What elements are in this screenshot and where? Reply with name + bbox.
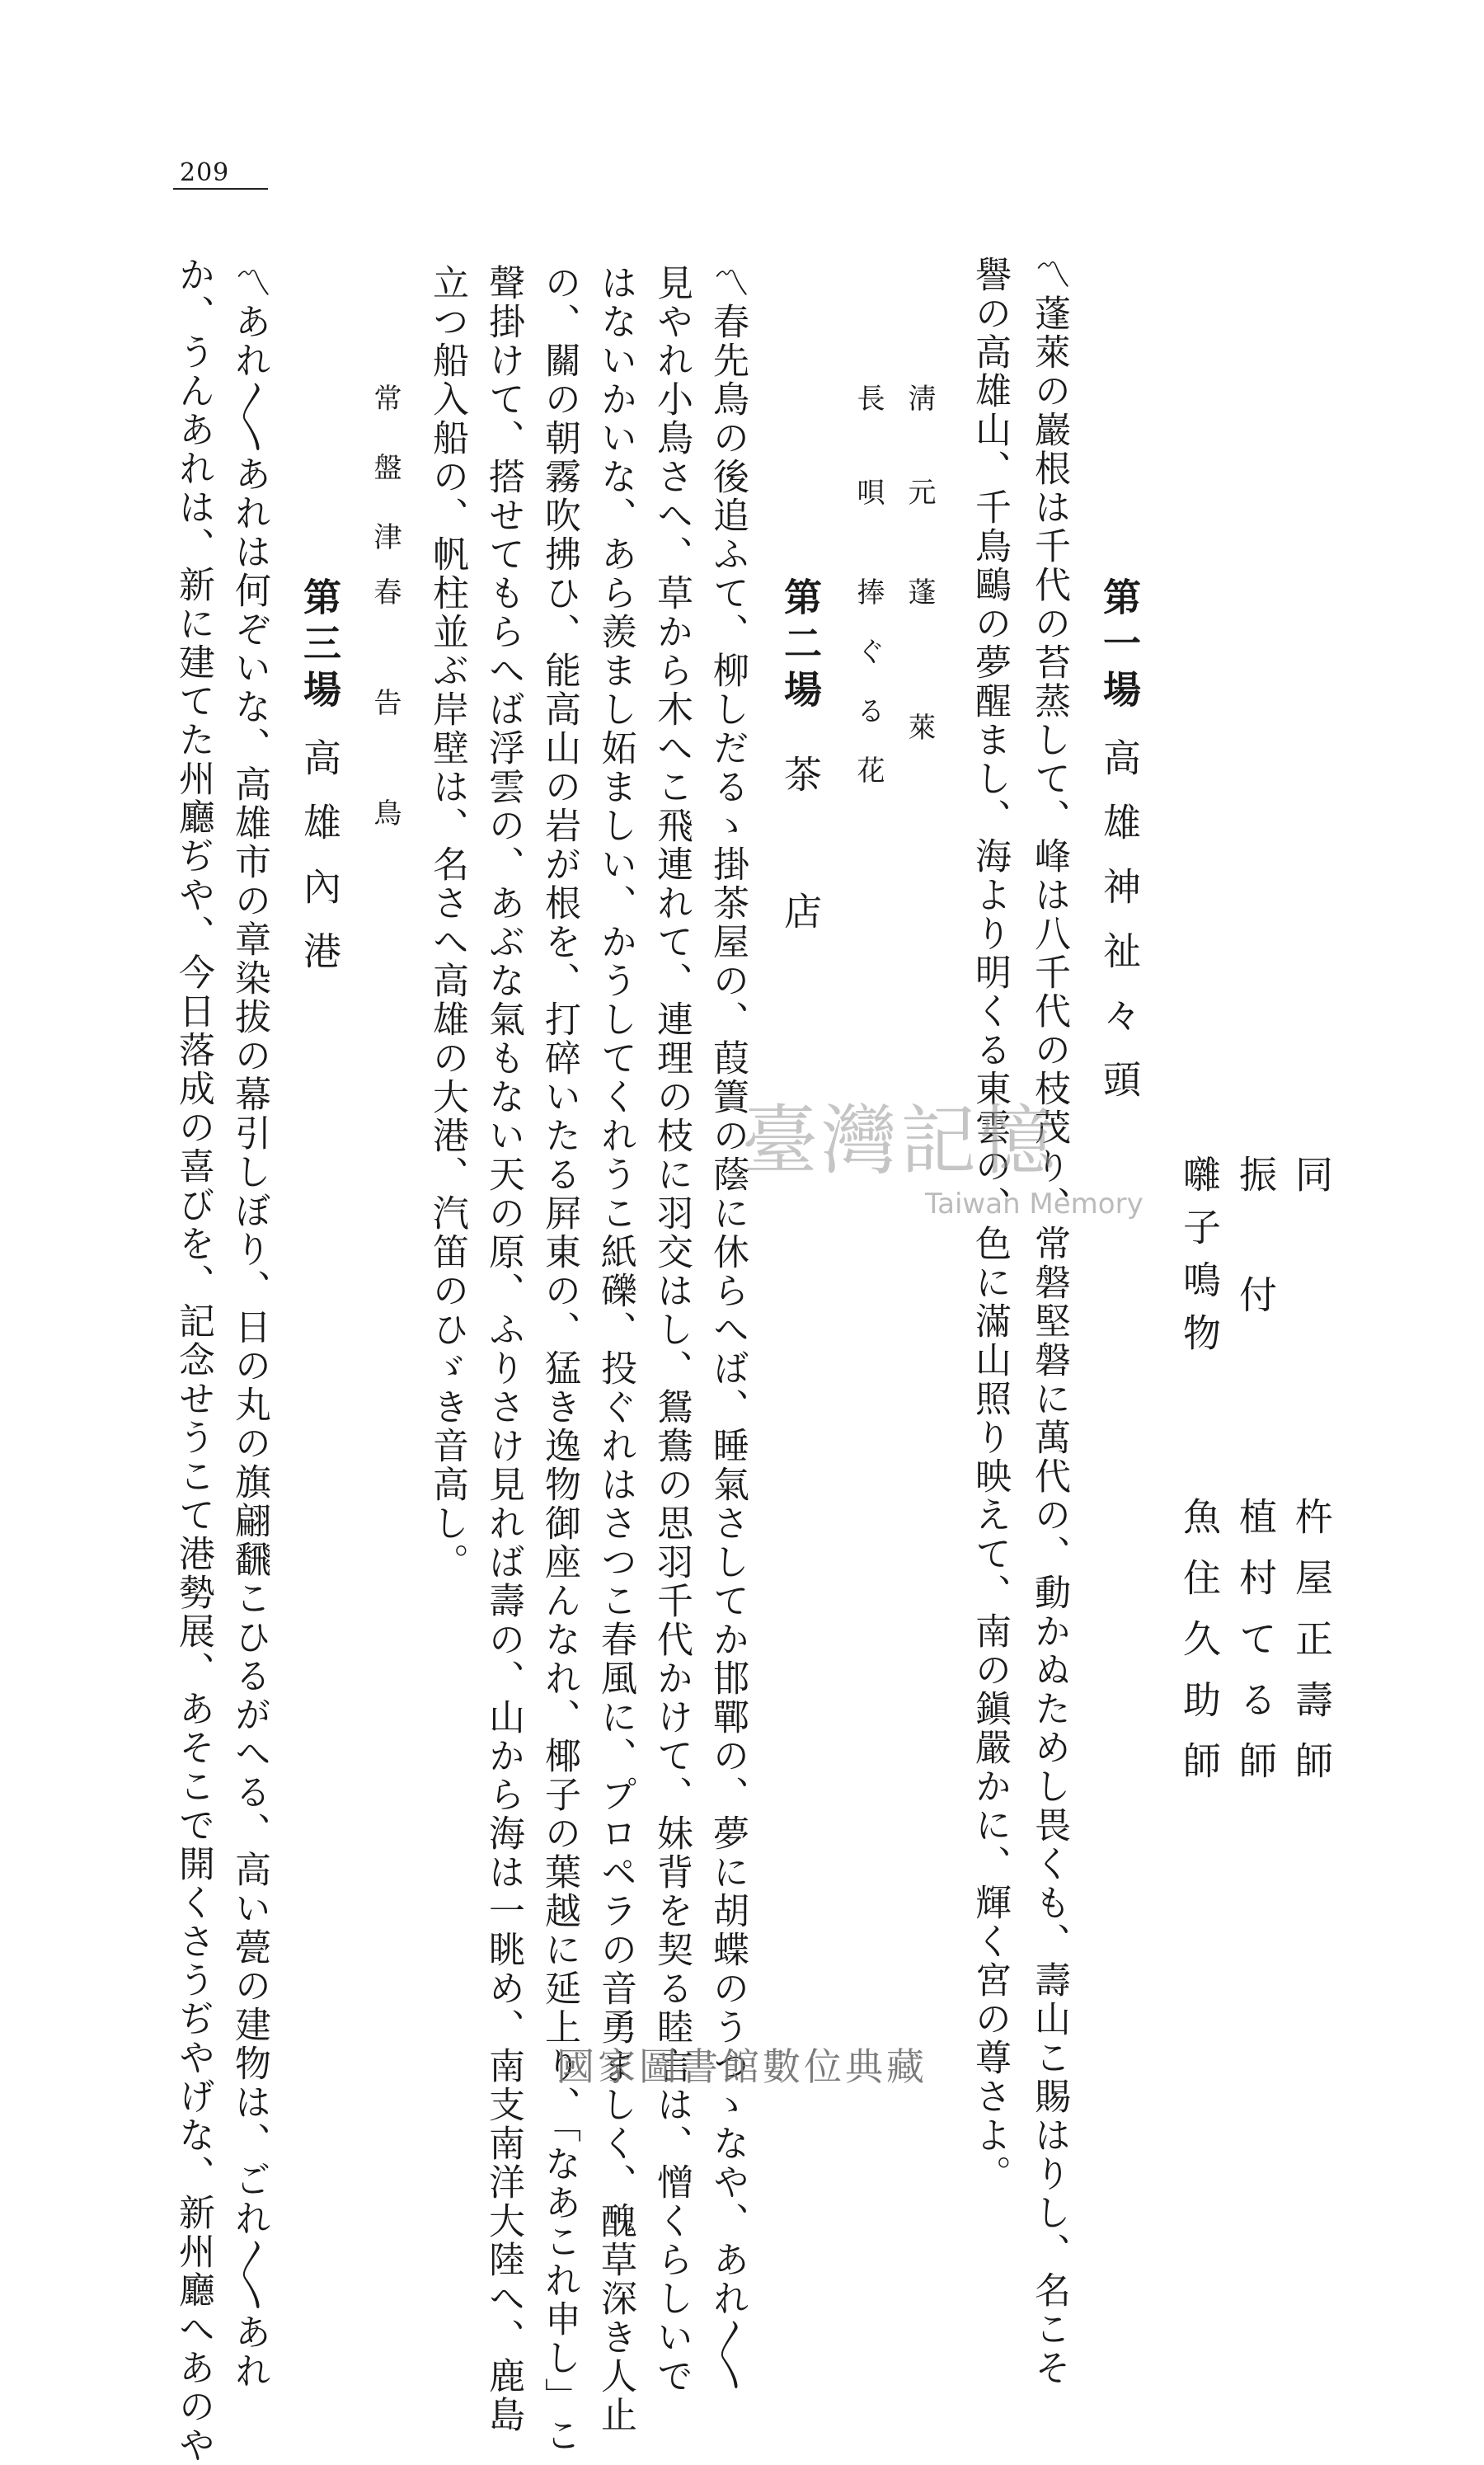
- credit-role-1: 同: [1289, 1155, 1334, 1207]
- scene1-heading: 第一場: [1097, 577, 1142, 716]
- scene1-music-1-style: 淸元: [903, 383, 936, 572]
- scene2-title: 茶店: [778, 755, 823, 1028]
- scene1-line-2: 譽の高雄山、千鳥鷗の夢醒まし、海より明くる東雲の、色に滿山照り映えて、南の鎭嚴かに、輝く宮の尊さよ。: [969, 256, 1011, 2194]
- scene2-line-4: の、關の朝霧吹拂ひ、能高山の岩が根を、打碎いたる屛東の、猛き逸物御座んなれ、椰子の葉越に延上り、「なあこれ申し」こ: [538, 264, 580, 2455]
- page-number: 209: [180, 158, 230, 187]
- scene3-line-2: か、うんあれは、新に建てた州廳ぢや、今日落成の喜びを、記念せうこて港勢展、あそこで開くさうぢやげな、新州廳へあのや: [172, 256, 214, 2465]
- credit-role-3: 囃子鳴物: [1177, 1155, 1222, 1366]
- scene1-music-2-title: 捧ぐる花: [852, 577, 885, 815]
- credit-name-2: 植村てる師: [1233, 1497, 1278, 1802]
- credit-role-2: 振付: [1233, 1155, 1278, 1395]
- scene2-music-1-style: 常盤津: [369, 383, 402, 591]
- credit-name-1: 杵屋正壽師: [1289, 1497, 1334, 1802]
- watermark-logo-text: 臺灣記憶: [742, 1097, 1059, 1185]
- scene2-line-5: 聲掛けて、搭せてもらへば浮雲の、あぶな氣もない天の原、ふりさけ見れば壽の、山から海は一眺め、南支南洋大陸へ、鹿島: [482, 264, 524, 2434]
- scene3-line-1: 〽あれ〳〵あれは何ぞいな、高雄市の章染拔の幕引しぼり、日の丸の旗翩飜こひるがへる、高い甍の建物は、ごれ〳〵あれ: [228, 264, 270, 2391]
- scene1-title: 高雄神祉々頭: [1097, 738, 1142, 1124]
- scene3-title: 高雄內港: [298, 738, 342, 995]
- scene1-music-1-title: 蓬萊: [903, 577, 936, 848]
- page-number-rule: [173, 188, 268, 190]
- scene2-line-3: はないかいな、あら羨まし妬ましい、かうしてくれうこ紙礫、投ぐれはさつこ春風に、プロペラの音勇ましく、醜草深き人止: [594, 264, 636, 2434]
- scene2-line-2: 見やれ小鳥さへ、草から木へこ飛連れて、連理の枝に羽交はし、鴛鴦の思羽千代かけて、妹背を契る睦言は、憎くらしいで: [650, 264, 693, 2396]
- scene2-line-6: 立つ船入船の、帆柱並ぶ岸壁は、名さへ高雄の大港、汽笛のひゞき音高し。: [426, 264, 468, 1582]
- scene2-heading: 第二場: [778, 577, 823, 716]
- scene1-music-2-style: 長唄: [852, 383, 885, 572]
- scene2-line-1: 〽春先鳥の後追ふて、柳しだるゝ掛茶屋の、葭簀の蔭に休らへば、睡氣さしてか邯鄲の、夢に胡蝶のうつゝなや、あれ〳〵: [707, 264, 749, 2393]
- credit-name-3: 魚住久助師: [1177, 1497, 1222, 1802]
- footer-collection-label: 國家圖書館數位典藏: [556, 2044, 928, 2089]
- scene1-line-1: 〽蓬萊の巖根は千代の苔蒸して、峰は八千代の枝茂り、常磐堅磐に萬代の、動かぬためし畏くも、壽山こ賜はりし、名こそ: [1028, 256, 1070, 2387]
- watermark-logo-subtext: Taiwan Memory: [925, 1188, 1144, 1221]
- scene3-heading: 第三場: [298, 577, 342, 716]
- scene2-music-1-title: 春告鳥: [369, 577, 402, 909]
